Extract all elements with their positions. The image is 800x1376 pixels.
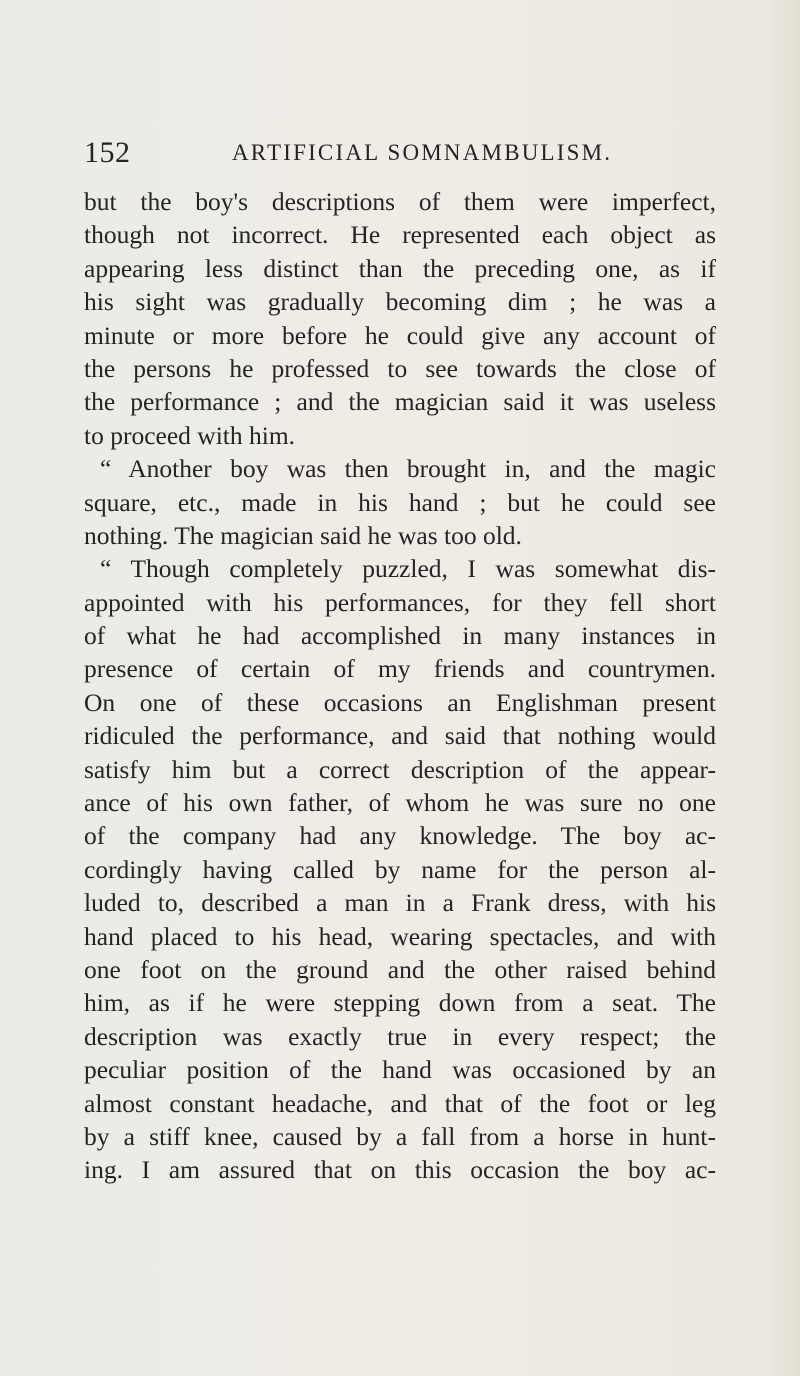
text-line: ing. I am assured that on this occasion the boy ac- [84, 1155, 716, 1185]
text-line: him, as if he were stepping down from a seat. The [84, 988, 716, 1018]
text-line: appointed with his performances, for they fell short [84, 587, 716, 617]
text-line: “ Another boy was then brought in, and the magic [100, 454, 716, 484]
text-line: ridiculed the performance, and said that nothing would [84, 721, 716, 751]
text-line: but the boy's descriptions of them were imperfect, [84, 187, 716, 216]
text-line: of what he had accomplished in many instances in [84, 621, 716, 651]
text-line: one foot on the ground and the other raised behind [84, 954, 716, 984]
text-line: of the company had any knowledge. The boy ac- [84, 821, 716, 851]
text-line: “ Though completely puzzled, I was somewhat dis- [100, 554, 716, 584]
text-line: peculiar position of the hand was occasioned by an [84, 1055, 716, 1085]
text-line: minute or more before he could give any account of [84, 320, 716, 350]
text-line: hand placed to his head, wearing spectacles, and with [84, 921, 716, 951]
text-line: description was exactly true in every respect; the [84, 1021, 716, 1051]
running-head: ARTIFICIAL SOMNAMBULISM. [232, 140, 613, 165]
text-line: ance of his own father, of whom he was sure no one [84, 788, 716, 818]
page-header [84, 136, 704, 172]
text-line: by a stiff knee, caused by a fall from a horse in hunt- [84, 1121, 716, 1151]
text-line: presence of certain of my friends and countrymen. [84, 654, 716, 684]
text-line: On one of these occasions an Englishman present [84, 687, 716, 717]
text-line: the performance ; and the magician said it was useless [84, 387, 716, 417]
text-line: his sight was gradually becoming dim ; he was a [84, 287, 716, 317]
text-line: appearing less distinct than the preceding one, as if [84, 253, 716, 283]
text-line: luded to, described a man in a Frank dress, with his [84, 888, 716, 918]
page-number: 152 [84, 136, 131, 169]
text-line: almost constant headache, and that of the foot or leg [84, 1088, 716, 1118]
text-line: nothing. The magician said he was too old. [84, 520, 522, 550]
body-text [84, 185, 716, 1187]
text-line: square, etc., made in his hand ; but he could see [84, 487, 716, 517]
text-line: cordingly having called by name for the person al- [84, 854, 716, 884]
text-line: the persons he professed to see towards the close of [84, 353, 716, 383]
text-line: satisfy him but a correct description of the appear- [84, 754, 716, 784]
text-line: though not incorrect. He represented each object as [84, 220, 716, 250]
text-line: to proceed with him. [84, 420, 296, 450]
